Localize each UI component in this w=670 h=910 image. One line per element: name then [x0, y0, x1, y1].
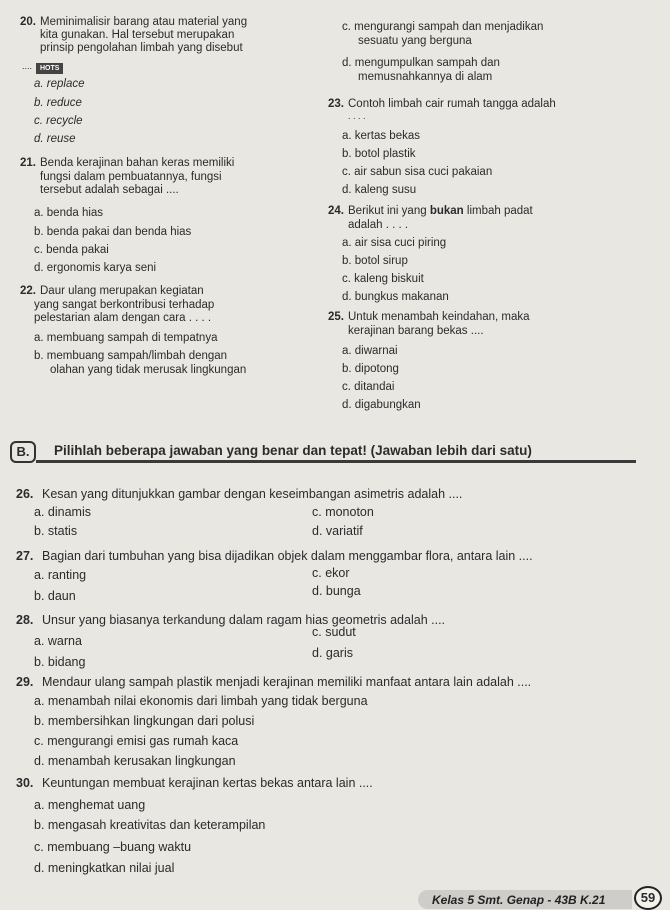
q22-option-a: a. membuang sampah di tempatnya: [34, 332, 218, 344]
q24-line1-post: limbah padat: [463, 205, 533, 217]
page-number: 59: [634, 886, 662, 910]
q27-option-b: b. daun: [34, 589, 76, 603]
q25-option-d: d. digabungkan: [342, 399, 421, 411]
q20-line1: Meminimalisir barang atau material yang: [40, 16, 248, 28]
q20-number: 20.: [20, 16, 36, 28]
q28-option-c: c. sudut: [312, 625, 356, 639]
q20-line3: prinsip pengolahan limbah yang disebut: [40, 42, 243, 54]
q21-option-c: c. benda pakai: [34, 244, 109, 256]
q28-option-b: b. bidang: [34, 655, 86, 669]
q24-option-c: c. kaleng biskuit: [342, 273, 424, 285]
q27-number: 27.: [16, 549, 34, 563]
q23-text: Contoh limbah cair rumah tangga adalah: [348, 98, 556, 110]
q26-option-b: b. statis: [34, 524, 78, 538]
q26-option-d: d. variatif: [312, 524, 363, 538]
q27-option-d: d. bunga: [312, 584, 361, 598]
q21-line1: Benda kerajinan bahan keras memiliki: [40, 157, 235, 169]
q24-line2: adalah . . . .: [348, 219, 409, 231]
q25-option-c: c. ditandai: [342, 381, 395, 393]
q29-option-b: b. membersihkan lingkungan dari polusi: [34, 714, 255, 728]
q26-option-a: a. dinamis: [34, 505, 91, 519]
q25-line1: Untuk menambah keindahan, maka: [348, 311, 530, 323]
q24-line1-pre: Berikut ini yang: [348, 205, 430, 217]
q29-option-a: a. menambah nilai ekonomis dari limbah yang tidak berguna: [34, 694, 368, 708]
q29-option-d: d. menambah kerusakan lingkungan: [34, 754, 236, 768]
q24-option-a: a. air sisa cuci piring: [342, 237, 447, 249]
section-b-badge: B.: [10, 441, 36, 463]
q21-option-d: d. ergonomis karya seni: [34, 262, 157, 274]
footer-text: Kelas 5 Smt. Genap - 43B K.21: [432, 893, 606, 907]
q22-option-d: d. mengumpulkan sampah dan: [342, 57, 500, 69]
section-b-header: [10, 441, 630, 463]
q23-option-a: a. kertas bekas: [342, 130, 420, 142]
q24-line1: [348, 205, 533, 218]
q25-option-b: b. dipotong: [342, 363, 399, 375]
q23-dots: . . . .: [348, 111, 366, 121]
q23-option-d: d. kaleng susu: [342, 184, 417, 196]
q23-number: 23.: [328, 98, 344, 110]
q26-option-c: c. monoton: [312, 505, 374, 519]
q21-line3: tersebut adalah sebagai ....: [40, 184, 179, 196]
q27-option-a: a. ranting: [34, 568, 87, 582]
q30-option-d: d. meningkatkan nilai jual: [34, 861, 175, 875]
q27-text: Bagian dari tumbuhan yang bisa dijadikan objek dalam menggambar flora, antara lain ....: [42, 549, 533, 563]
page-footer: [418, 890, 670, 909]
q22-option-b-cont: olahan yang tidak merusak lingkungan: [50, 364, 247, 376]
q21-line2: fungsi dalam pembuatannya, fungsi: [40, 171, 222, 183]
q22-line2: yang sangat berkontribusi terhadap: [34, 299, 215, 311]
q20-option-b: b. reduce: [34, 97, 82, 109]
q21-number: 21.: [20, 157, 36, 169]
q25-option-a: a. diwarnai: [342, 345, 398, 357]
q28-text: Unsur yang biasanya terkandung dalam ragam hias geometris adalah ....: [42, 613, 446, 627]
q26-text: Kesan yang ditunjukkan gambar dengan keseimbangan asimetris adalah ....: [42, 487, 463, 501]
section-b-rule: [36, 460, 636, 463]
q30-text: Keuntungan membuat kerajinan kertas bekas antara lain ....: [42, 776, 373, 790]
q21-option-b: b. benda pakai dan benda hias: [34, 226, 192, 238]
q25-number: 25.: [328, 311, 344, 323]
q29-option-c: c. mengurangi emisi gas rumah kaca: [34, 734, 239, 748]
q30-option-b: b. mengasah kreativitas dan keterampilan: [34, 818, 266, 832]
q30-number: 30.: [16, 776, 34, 790]
q20-dots: ....: [22, 61, 33, 71]
q22-option-c: c. mengurangi sampah dan menjadikan: [342, 21, 544, 33]
q25-line2: kerajinan barang bekas ....: [348, 325, 484, 337]
q24-emphasis: bukan: [429, 205, 464, 217]
q20-option-c: c. recycle: [34, 115, 83, 127]
q30-option-c: c. membuang –buang waktu: [34, 840, 192, 854]
q27-option-c: c. ekor: [312, 566, 350, 580]
q23-option-c: c. air sabun sisa cuci pakaian: [342, 166, 493, 178]
q22-option-d-cont: memusnahkannya di alam: [358, 71, 493, 83]
q29-text: Mendaur ulang sampah plastik menjadi kerajinan memiliki manfaat antara lain adalah ....: [42, 675, 532, 689]
q29-number: 29.: [16, 675, 34, 689]
q20-option-d: d. reuse: [34, 133, 76, 145]
q22-line1: Daur ulang merupakan kegiatan: [40, 285, 204, 297]
hots-badge: HOTS: [36, 63, 63, 74]
q24-option-d: d. bungkus makanan: [342, 291, 449, 303]
q28-number: 28.: [16, 613, 34, 627]
q20-line2: kita gunakan. Hal tersebut merupakan: [40, 29, 235, 41]
q24-option-b: b. botol sirup: [342, 255, 408, 267]
q20-option-a: a. replace: [34, 78, 85, 90]
q22-option-b: b. membuang sampah/limbah dengan: [34, 350, 228, 362]
q21-option-a: a. benda hias: [34, 207, 104, 219]
q24-number: 24.: [328, 205, 344, 217]
q23-option-b: b. botol plastik: [342, 148, 416, 160]
q22-number: 22.: [20, 285, 36, 297]
q22-option-c-cont: sesuatu yang berguna: [358, 35, 472, 47]
q28-option-a: a. warna: [34, 634, 82, 648]
q28-option-d: d. garis: [312, 646, 353, 660]
section-b-title: Pilihlah beberapa jawaban yang benar dan tepat! (Jawaban lebih dari satu): [54, 443, 532, 458]
q30-option-a: a. menghemat uang: [34, 798, 146, 812]
q26-number: 26.: [16, 487, 34, 501]
q22-line3: pelestarian alam dengan cara . . . .: [34, 312, 212, 324]
